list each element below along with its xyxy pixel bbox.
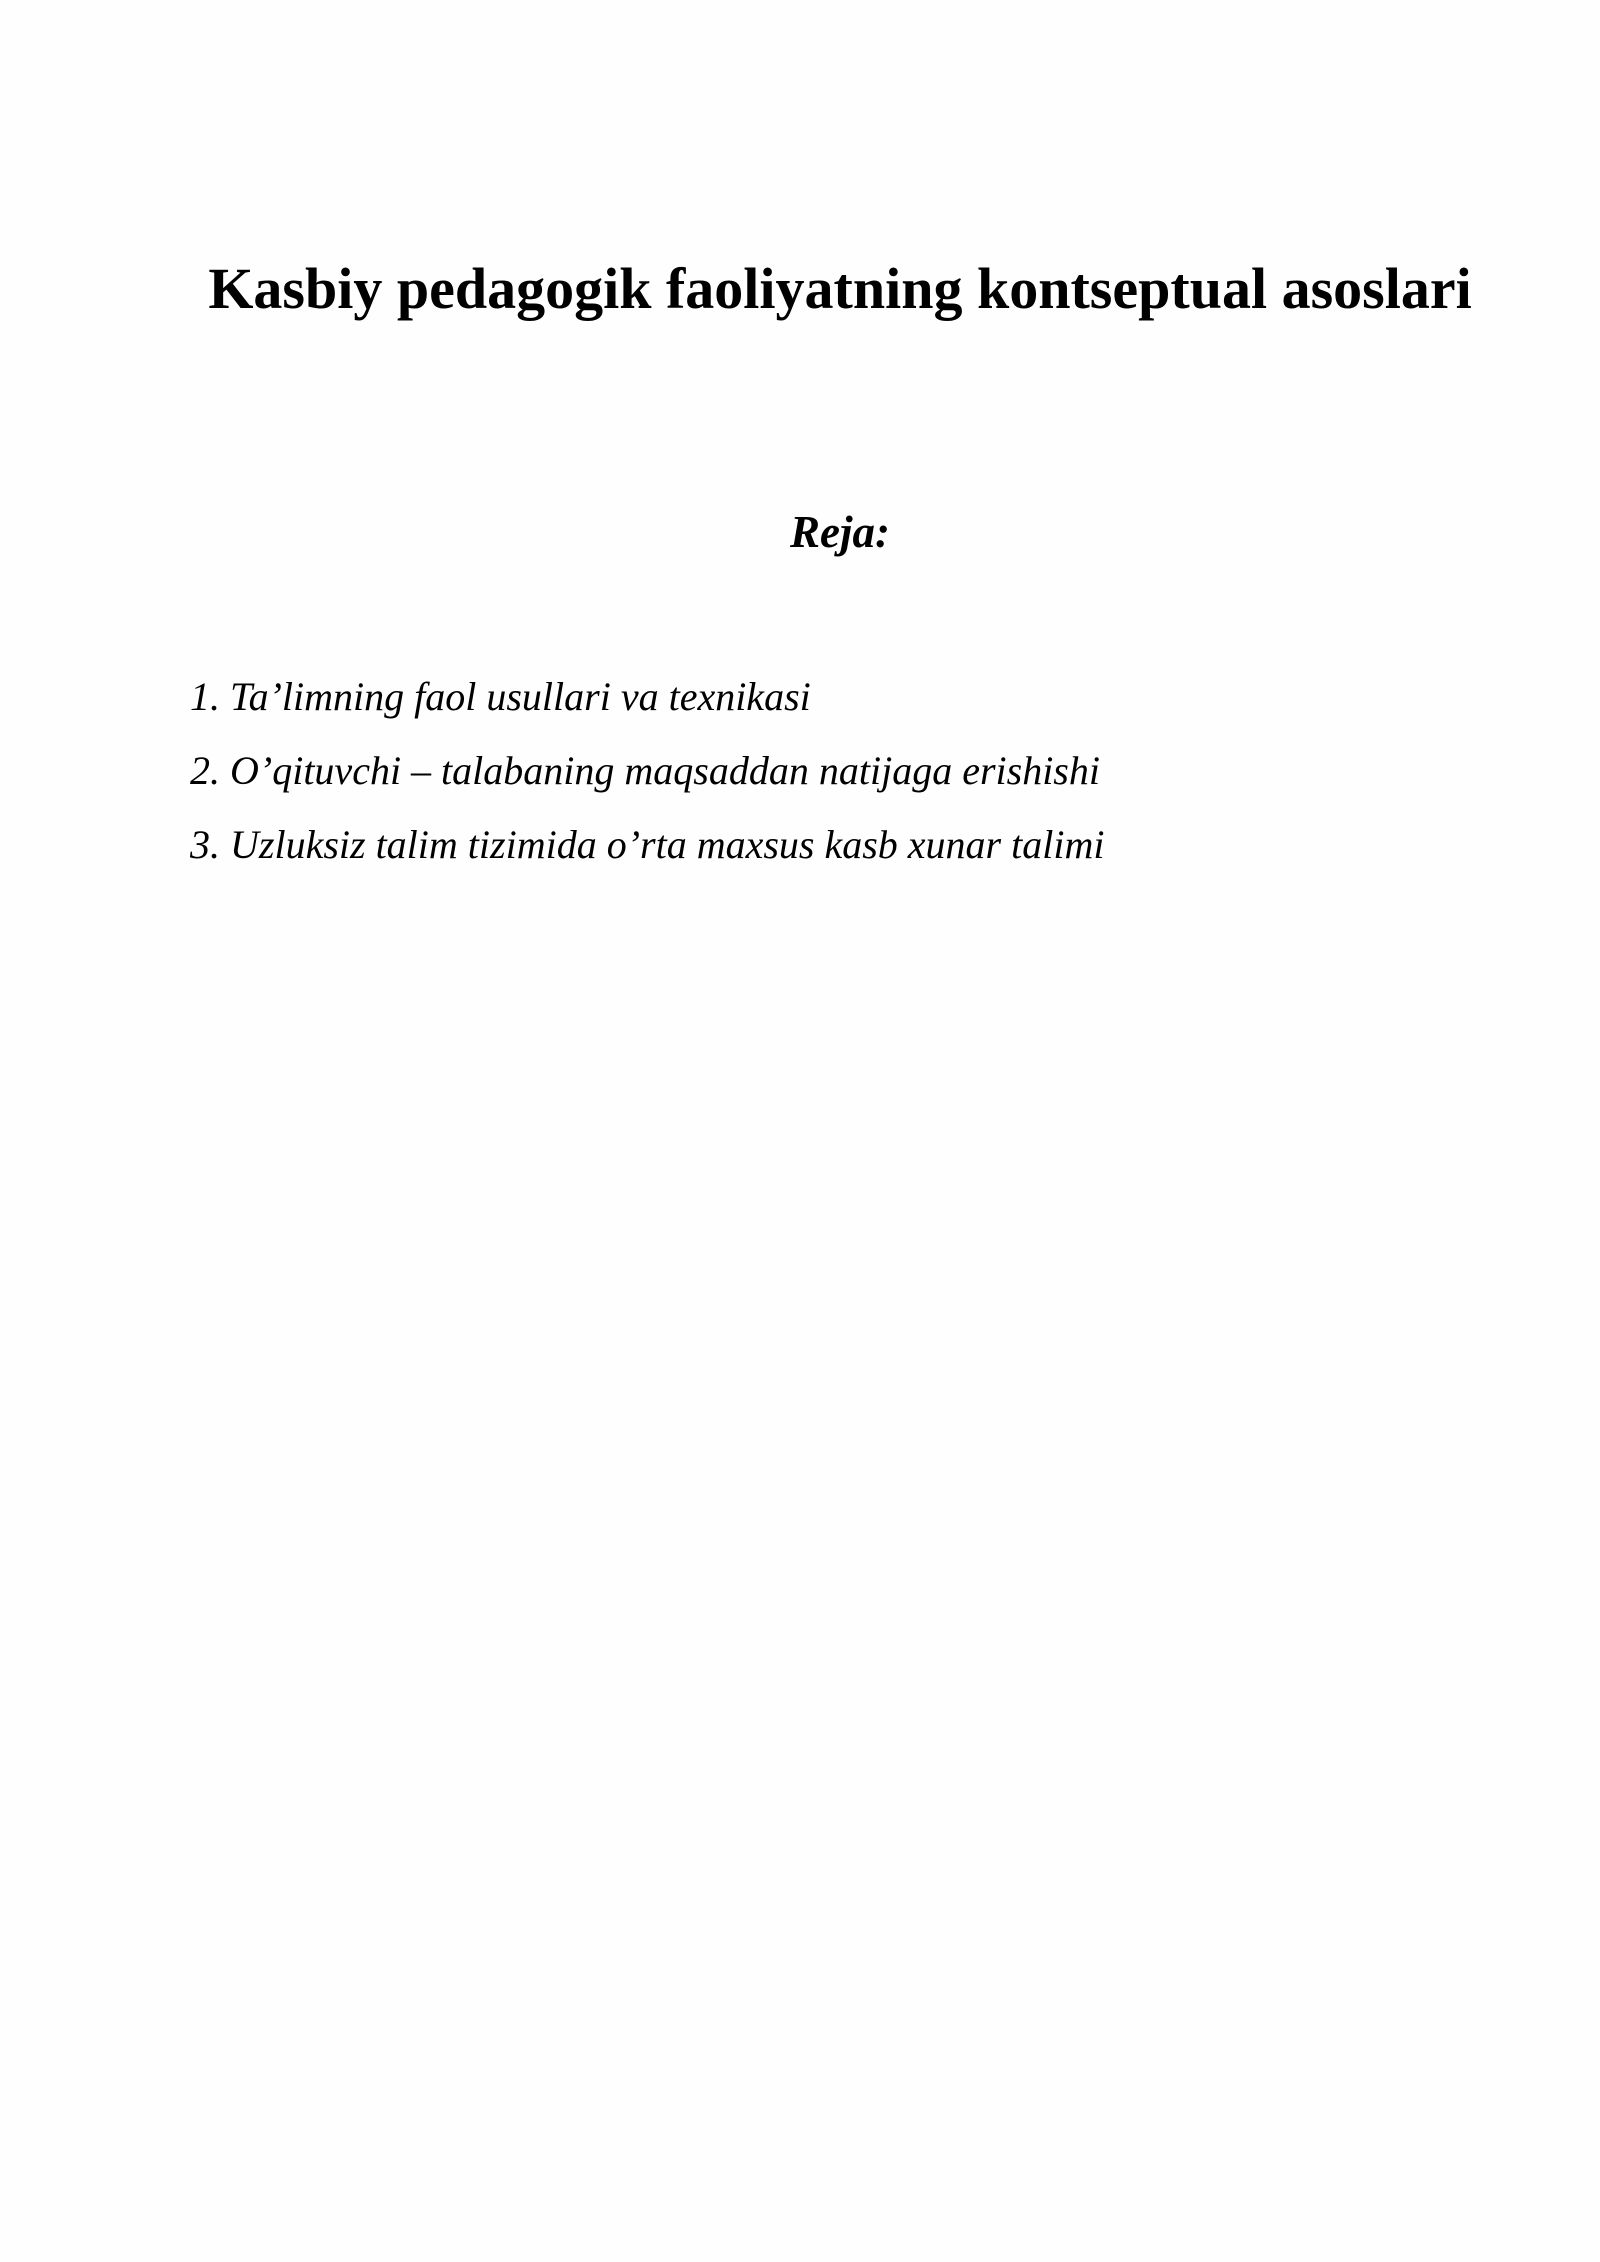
- plan-item-number: 2.: [190, 748, 220, 793]
- plan-item-number: 1.: [190, 674, 220, 719]
- plan-item-text: Ta’limning faol usullari va texnikasi: [230, 674, 811, 719]
- plan-item-3: [190, 820, 1104, 894]
- plan-item-number: 3.: [190, 822, 220, 867]
- plan-item-text: Uzluksiz talim tizimida o’rta maxsus kasb xunar talimi: [230, 822, 1105, 867]
- plan-item-text: O’qituvchi – talabaning maqsaddan natijaga erishishi: [230, 748, 1100, 793]
- plan-heading: Reja:: [790, 507, 890, 557]
- plan-list: [190, 672, 1104, 894]
- page-title: Kasbiy pedagogik faoliyatning kontseptual asoslari: [208, 256, 1472, 321]
- plan-item-1: [190, 672, 1104, 746]
- plan-item-2: [190, 746, 1104, 820]
